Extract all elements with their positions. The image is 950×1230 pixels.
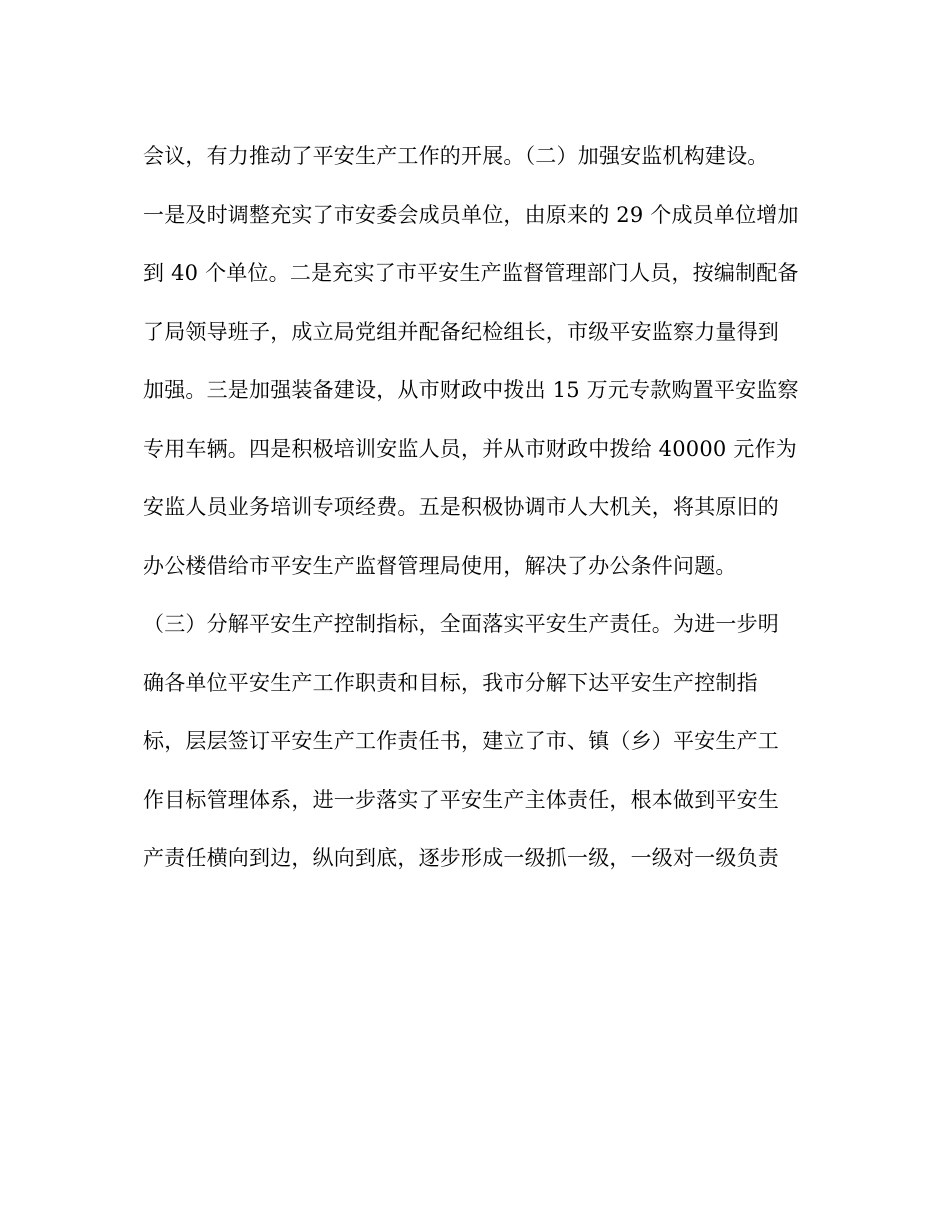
text-line: 办公楼借给市平安生产监督管理局使用，解决了办公条件问题。: [143, 553, 737, 578]
text-line: 产责任横向到边，纵向到底，逐步形成一级抓一级，一级对一级负责: [143, 846, 779, 870]
text-line: 加强。三是加强装备建设，从市财政中拨出 15 万元专款购置平安监察: [143, 378, 799, 402]
text-line: 到 40 个单位。二是充实了市平安生产监督管理部门人员，按编制配备: [143, 261, 799, 285]
text-line: 确各单位平安生产工作职责和目标，我市分解下达平安生产控制指: [143, 670, 758, 695]
body-text: [143, 134, 813, 895]
text-line: 会议，有力推动了平安生产工作的开展。（二）加强安监机构建设。: [143, 144, 769, 168]
text-line: 作目标管理体系，进一步落实了平安生产主体责任，根本做到平安生: [143, 787, 779, 812]
text-line: （三）分解平安生产控制指标，全面落实平安生产责任。为进一步明: [143, 612, 779, 636]
text-line: 安监人员业务培训专项经费。五是积极协调市人大机关，将其原旧的: [143, 495, 779, 519]
text-line: 了局领导班子，成立局党组并配备纪检组长，市级平安监察力量得到: [143, 319, 779, 344]
text-line: 标，层层签订平安生产工作责任书，建立了市、镇（乡）平安生产工: [143, 729, 779, 753]
text-line: 专用车辆。四是积极培训安监人员，并从市财政中拨给 40000 元作为: [143, 436, 797, 461]
text-line: 一是及时调整充实了市安委会成员单位，由原来的 29 个成员单位增加: [143, 202, 799, 227]
